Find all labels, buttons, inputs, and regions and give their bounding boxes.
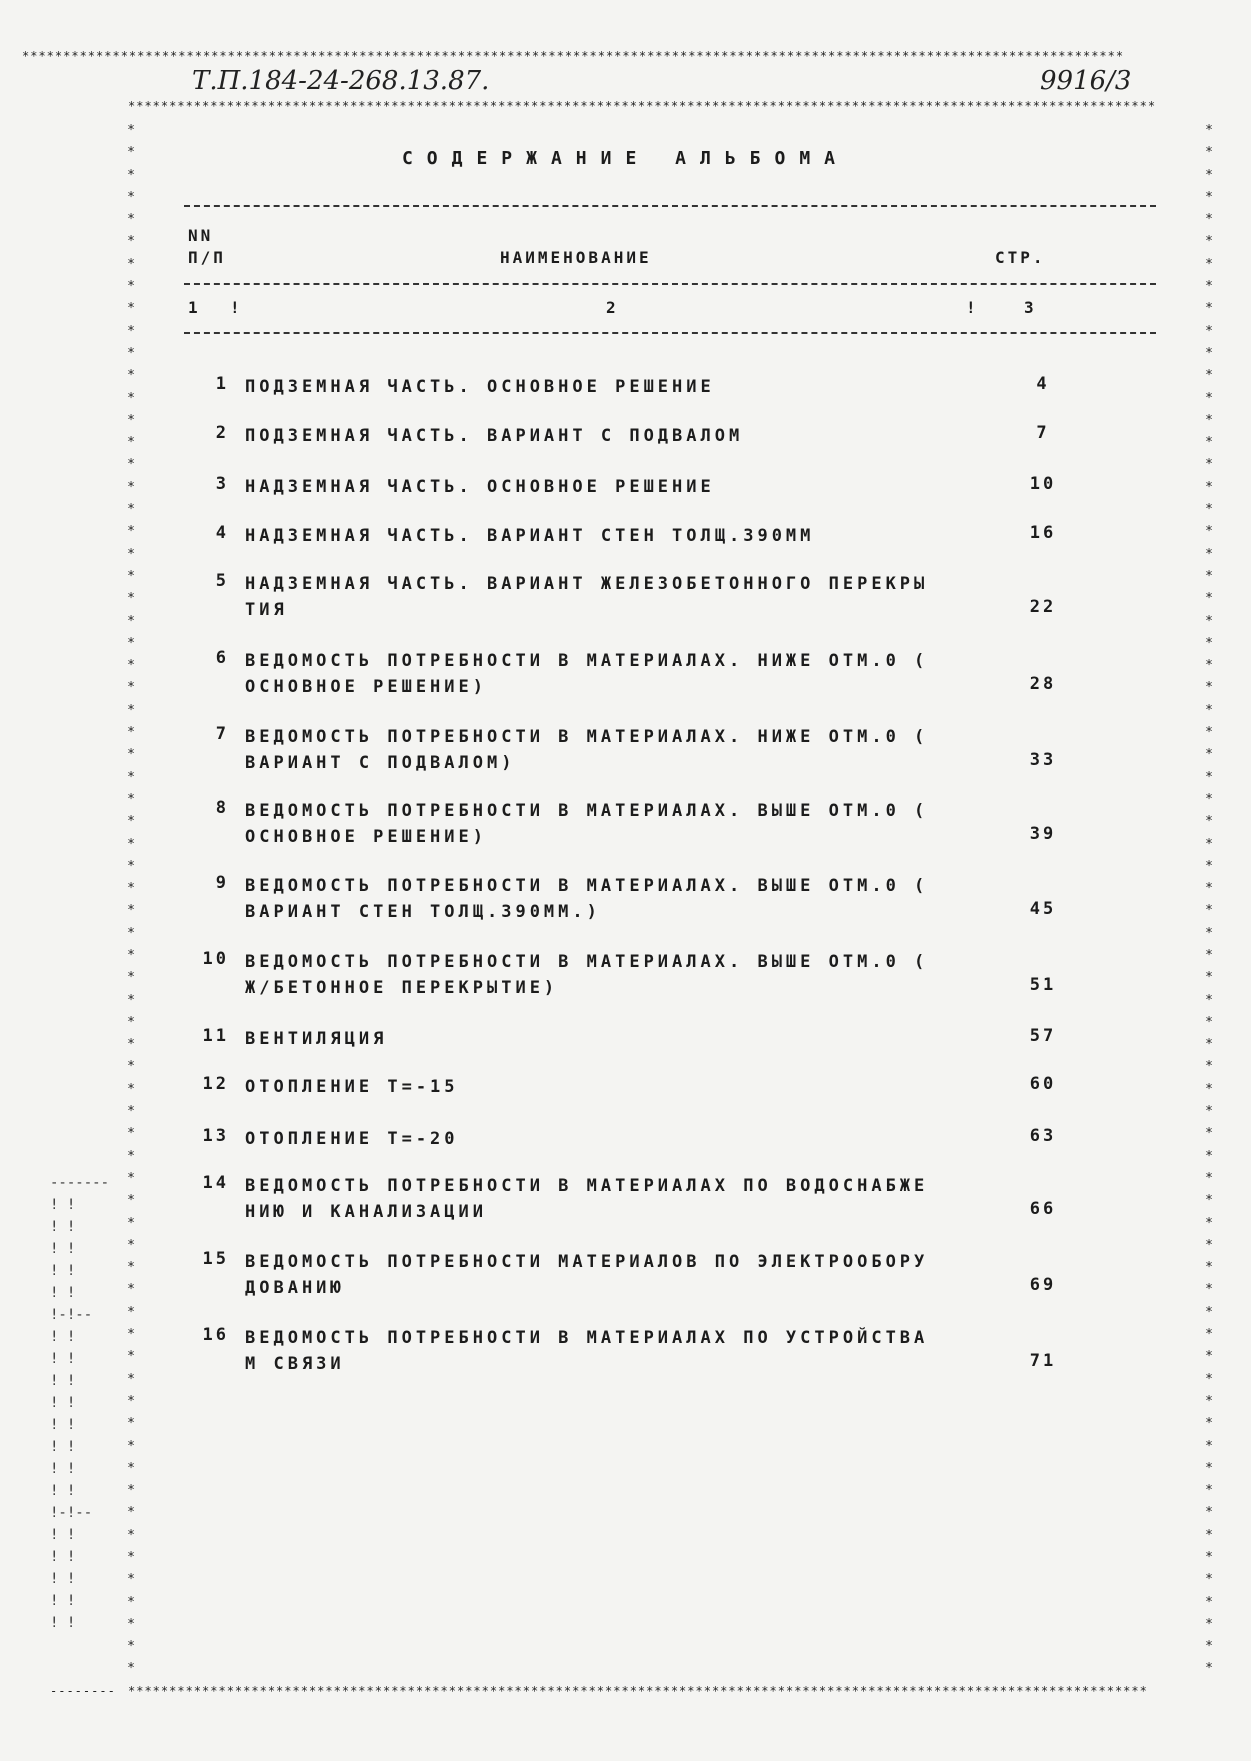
stamp-frame: ------- ! ! ! ! ! ! ! ! ! ! !-!-- ! ! ! ! ! ! ! ! ! ! ! ! ! ! ! ! !-!-- ! ! ! ! ! ! ! ! ! ! [50, 1175, 110, 1631]
item-title: ОТОПЛЕНИЕ Т=-15 [245, 1077, 459, 1097]
item-page: 28 [1029, 674, 1057, 694]
item-number: 2 [215, 423, 229, 443]
col3-number: 3 [1024, 298, 1037, 317]
item-number: 9 [215, 873, 229, 893]
item-page: 10 [1029, 474, 1057, 494]
item-page: 7 [1036, 423, 1050, 443]
col-separator: ! [230, 298, 243, 317]
item-page: 22 [1029, 597, 1057, 617]
page-header: СТР. [995, 248, 1046, 267]
top-star-border: ************************************************************************************************************************************** [22, 50, 1125, 62]
item-title: ПОДЗЕМНАЯ ЧАСТЬ. ВАРИАНТ С ПОДВАЛОМ [245, 426, 744, 446]
divider [184, 205, 1156, 207]
item-title: ВЕДОМОСТЬ ПОТРЕБНОСТИ МАТЕРИАЛОВ ПО ЭЛЕКТРООБОРУ ДОВАНИЮ [245, 1252, 929, 1298]
item-page: 63 [1029, 1126, 1057, 1146]
page-title: СОДЕРЖАНИЕ АЛЬБОМА [401, 148, 850, 169]
item-page: 57 [1029, 1026, 1057, 1046]
right-star-border: * * * * * * * * * * * * * * * * * * * * * * * * * * * * * * * * * * * * * * * * * * * * * * * * * * * * * * * * * * * * * * * * * * * * * * [1205, 123, 1213, 1677]
item-page: 16 [1029, 523, 1057, 543]
item-number: 12 [202, 1074, 229, 1094]
left-star-border: * * * * * * * * * * * * * * * * * * * * * * * * * * * * * * * * * * * * * * * * * * * * * * * * * * * * * * * * * * * * * * * * * * * * * * [127, 123, 135, 1677]
col2-number: 2 [606, 298, 619, 317]
item-page: 4 [1036, 374, 1050, 394]
num-header-line1: NN [188, 226, 214, 245]
divider [184, 332, 1156, 334]
item-number: 8 [215, 798, 229, 818]
name-header: НАИМЕНОВАНИЕ [500, 248, 652, 267]
item-title: ВЕДОМОСТЬ ПОТРЕБНОСТИ В МАТЕРИАЛАХ. ВЫШЕ ОТМ.0 ( ОСНОВНОЕ РЕШЕНИЕ) [245, 801, 929, 847]
item-title: ПОДЗЕМНАЯ ЧАСТЬ. ОСНОВНОЕ РЕШЕНИЕ [245, 377, 715, 397]
item-page: 60 [1029, 1074, 1057, 1094]
item-page: 39 [1029, 824, 1057, 844]
item-number: 1 [215, 374, 229, 394]
item-number: 14 [202, 1173, 229, 1193]
bottom-dash-border: -------- [50, 1685, 116, 1697]
bottom-star-border: **************************************************************************************************************************** [128, 1685, 1148, 1697]
item-number: 3 [215, 474, 229, 494]
item-number: 15 [202, 1249, 229, 1269]
item-page: 69 [1029, 1275, 1057, 1295]
item-title: ВЕДОМОСТЬ ПОТРЕБНОСТИ В МАТЕРИАЛАХ. ВЫШЕ ОТМ.0 ( ВАРИАНТ СТЕН ТОЛЩ.390ММ.) [245, 876, 929, 922]
col-separator: ! [966, 298, 979, 317]
item-title: ОТОПЛЕНИЕ Т=-20 [245, 1129, 459, 1149]
item-number: 10 [202, 949, 229, 969]
sheet-code: 9916/3 [1040, 66, 1132, 96]
item-page: 66 [1029, 1199, 1057, 1219]
item-title: ВЕДОМОСТЬ ПОТРЕБНОСТИ В МАТЕРИАЛАХ ПО ВОДОСНАБЖЕ НИЮ И КАНАЛИЗАЦИИ [245, 1176, 929, 1222]
item-number: 16 [202, 1325, 229, 1345]
item-page: 33 [1029, 750, 1057, 770]
item-title: ВЕДОМОСТЬ ПОТРЕБНОСТИ В МАТЕРИАЛАХ. НИЖЕ ОТМ.0 ( ОСНОВНОЕ РЕШЕНИЕ) [245, 651, 929, 697]
item-title: ВЕНТИЛЯЦИЯ [245, 1029, 388, 1049]
item-number: 4 [215, 523, 229, 543]
item-page: 51 [1029, 975, 1057, 995]
item-number: 5 [215, 571, 229, 591]
item-title: ВЕДОМОСТЬ ПОТРЕБНОСТИ В МАТЕРИАЛАХ ПО УСТРОЙСТВА М СВЯЗИ [245, 1328, 929, 1374]
item-title: ВЕДОМОСТЬ ПОТРЕБНОСТИ В МАТЕРИАЛАХ. ВЫШЕ ОТМ.0 ( Ж/БЕТОННОЕ ПЕРЕКРЫТИЕ) [245, 952, 929, 998]
item-number: 11 [202, 1026, 229, 1046]
col1-number: 1 [188, 298, 201, 317]
item-title: НАДЗЕМНАЯ ЧАСТЬ. ВАРИАНТ СТЕН ТОЛЩ.390ММ [245, 526, 815, 546]
num-header-line2: П/П [188, 248, 226, 267]
divider [184, 283, 1156, 285]
item-title: НАДЗЕМНАЯ ЧАСТЬ. ОСНОВНОЕ РЕШЕНИЕ [245, 477, 715, 497]
item-number: 7 [215, 724, 229, 744]
item-number: 6 [215, 648, 229, 668]
item-page: 45 [1029, 899, 1057, 919]
doc-code: Т.П.184-24-268.13.87. [192, 66, 490, 96]
item-page: 71 [1029, 1351, 1057, 1371]
item-title: ВЕДОМОСТЬ ПОТРЕБНОСТИ В МАТЕРИАЛАХ. НИЖЕ ОТМ.0 ( ВАРИАНТ С ПОДВАЛОМ) [245, 727, 929, 773]
header-star-border: ***************************************************************************************************************************** [128, 100, 1157, 112]
item-number: 13 [202, 1126, 229, 1146]
item-title: НАДЗЕМНАЯ ЧАСТЬ. ВАРИАНТ ЖЕЛЕЗОБЕТОННОГО ПЕРЕКРЫ ТИЯ [245, 574, 929, 620]
